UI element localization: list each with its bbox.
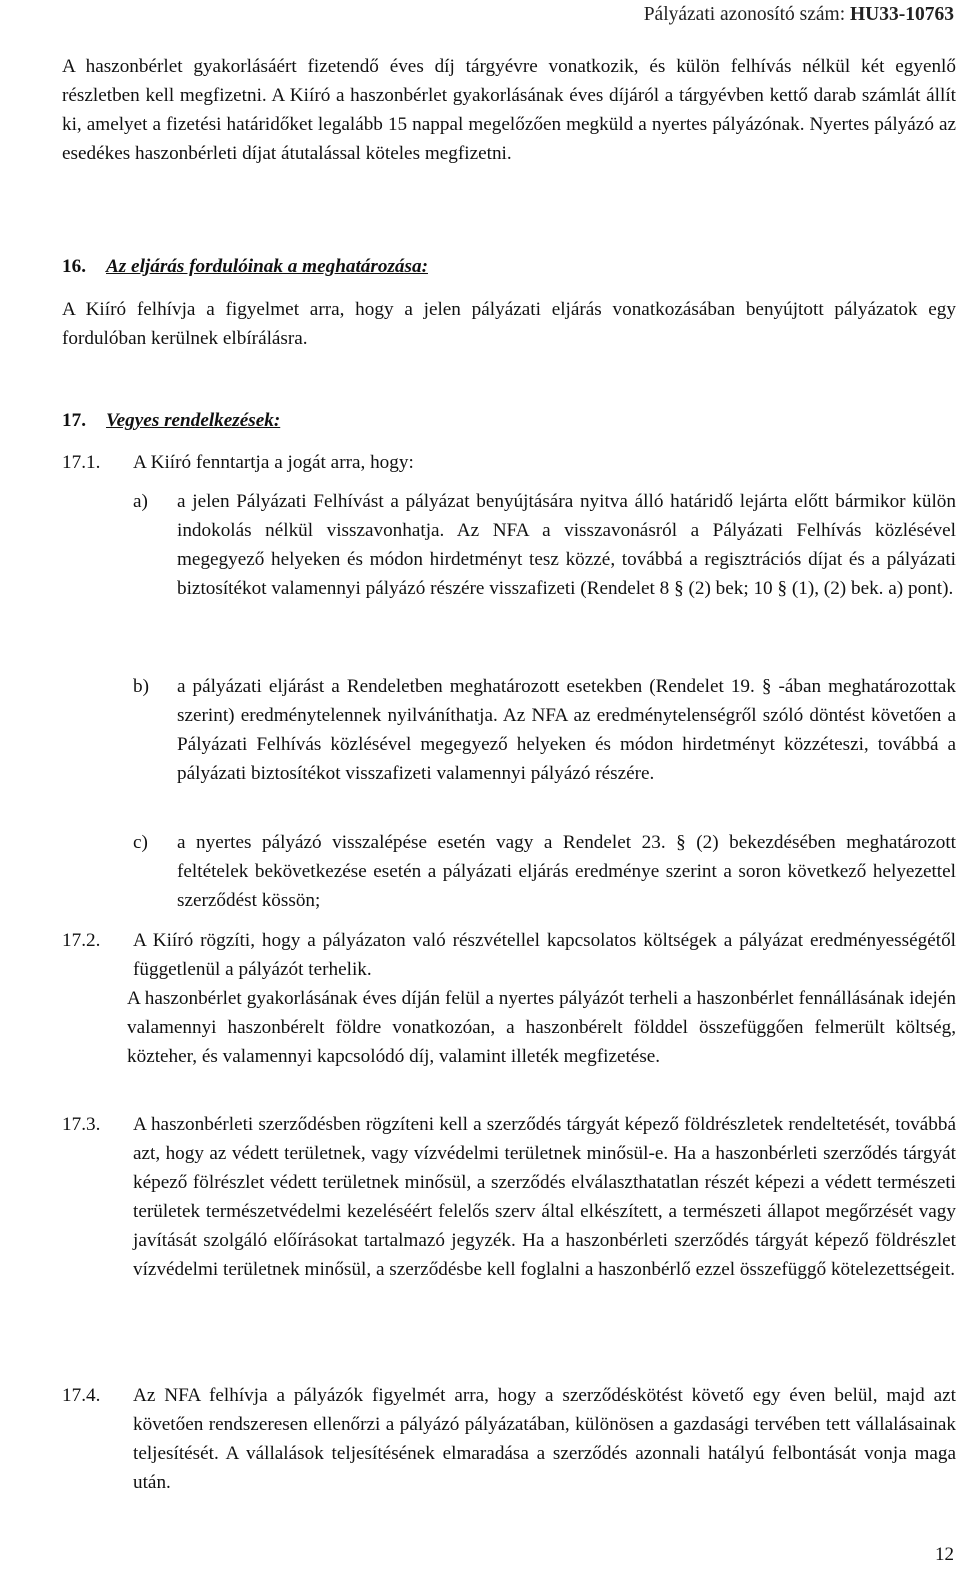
sub-17-4-text: Az NFA felhívja a pályázók figyelmét arra, hogy a szerződéskötést követő egy éven belül, majd azt követően rendszeresen ellenőrzi a pályázó pályázatában, különösen a gazdasági tervében tett vállalásainak teljesítését. A vállalások teljesítésének elmaradása a szerződés azonnali hatályú felbontását vonja maga után.: [133, 1385, 956, 1493]
header-id-label: Pályázati azonosító szám:: [643, 4, 846, 25]
section-17-title: Vegyes rendelkezések:: [106, 410, 281, 431]
sub-17-4-number: 17.4.: [62, 1385, 101, 1406]
list-item-a-text: a jelen Pályázati Felhívást a pályázat benyújtására nyitva álló határidő lejárta előtt bármikor külön indokolás nélkül visszavonhatja. Az NFA a visszavonásról a Pályázati Felhívás közlésével megegyező helyeken és módon hirdetményt tesz közzé, továbbá a regisztrációs díjat és a pályázati biztosítékot valamennyi pályázó részére visszafizeti (Rendelet 8 § (2) bek; 10 § (1), (2) bek. a) pont).: [177, 491, 956, 599]
section-17-number: 17.: [62, 410, 86, 431]
list-item-b-mark: b): [133, 676, 149, 697]
sub-17-1-text: A Kiíró fenntartja a jogát arra, hogy:: [133, 452, 414, 473]
page-number: 12: [935, 1544, 954, 1565]
intro-paragraph: A haszonbérlet gyakorlásáért fizetendő éves díj tárgyévre vonatkozik, és külön felhívás nélkül két egyenlő részletben kell megfizetni. A Kiíró a haszonbérlet gyakorlásának éves díjáról a tárgyévben kettő darab számlát állít ki, amelyet a fizetési határidőket legalább 15 nappal megelőzően megküld a nyertes pályázónak. Nyertes pályázó az esedékes haszonbérleti díjat átutalással köteles megfizetni.: [62, 56, 956, 164]
sub-17-3-number: 17.3.: [62, 1114, 101, 1135]
section-17-heading: [62, 406, 956, 435]
page-header: [644, 4, 954, 26]
sub-17-3-text: A haszonbérleti szerződésben rögzíteni kell a szerződés tárgyát képező földrészletek rendeltetését, továbbá azt, hogy az védett területnek, vagy vízvédelmi területnek minősül-e. Ha a haszonbérleti szerződés tárgyát képező fölrészlet védett területnek minősül, a szerződés elválaszthatatlan részét képezi a védett természeti területek természetvédelmi kezeléséért felelős szerv által elkészített, a természeti állapot megőrzését vagy javítását szolgáló előírásokat tartalmazó jegyzék. Ha a haszonbérleti szerződés tárgyát képező földrészlet vízvédelmi területnek minősül, a szerződésbe kell foglalni a haszonbérlő ezzel összefüggő kötelezettségeit.: [133, 1114, 956, 1280]
section-16-heading: [62, 252, 956, 281]
sub-17-2-text: A Kiíró rögzíti, hogy a pályázaton való részvétellel kapcsolatos költségek a pályázat eredményességétől függetlenül a pályázót terhelik.: [133, 930, 956, 980]
sub-17-2-text-continued: A haszonbérlet gyakorlásának éves díján felül a nyertes pályázót terheli a haszonbérlet fennállásának idején valamennyi haszonbérelt földre vonatkozóan, a haszonbérelt földdel összefüggően felmerült költség, közteher, és valamennyi kapcsolódó díj, valamint illeték megfizetése.: [127, 988, 956, 1067]
section-16-title: Az eljárás fordulóinak a meghatározása:: [106, 256, 428, 277]
sub-17-1-number: 17.1.: [62, 452, 101, 473]
list-item-a-mark: a): [133, 491, 148, 512]
sub-17-2-number: 17.2.: [62, 930, 101, 951]
list-item-b-text: a pályázati eljárást a Rendeletben meghatározott esetekben (Rendelet 19. § -ában meghatározottak szerint) eredménytelennek nyilváníthatja. Az NFA az eredménytelenségről szóló döntést követően a Pályázati Felhívás közlésével megegyező helyeken és módon hirdetményt közzéteszi, továbbá a pályázati biztosítékot visszafizeti valamennyi pályázó részére.: [177, 676, 956, 784]
list-item-c-text: a nyertes pályázó visszalépése esetén vagy a Rendelet 23. § (2) bekezdésében meghatározott feltételek bekövetkezése esetén a pályázati eljárás eredménye szerint a soron következő helyezettel szerződést kössön;: [177, 832, 956, 911]
section-16-text: A Kiíró felhívja a figyelmet arra, hogy a jelen pályázati eljárás vonatkozásában benyújtott pályázatok egy fordulóban kerülnek elbírálásra.: [62, 299, 956, 349]
header-id-value: HU33-10763: [850, 4, 954, 25]
list-item-c-mark: c): [133, 832, 148, 853]
section-16-number: 16.: [62, 256, 86, 277]
